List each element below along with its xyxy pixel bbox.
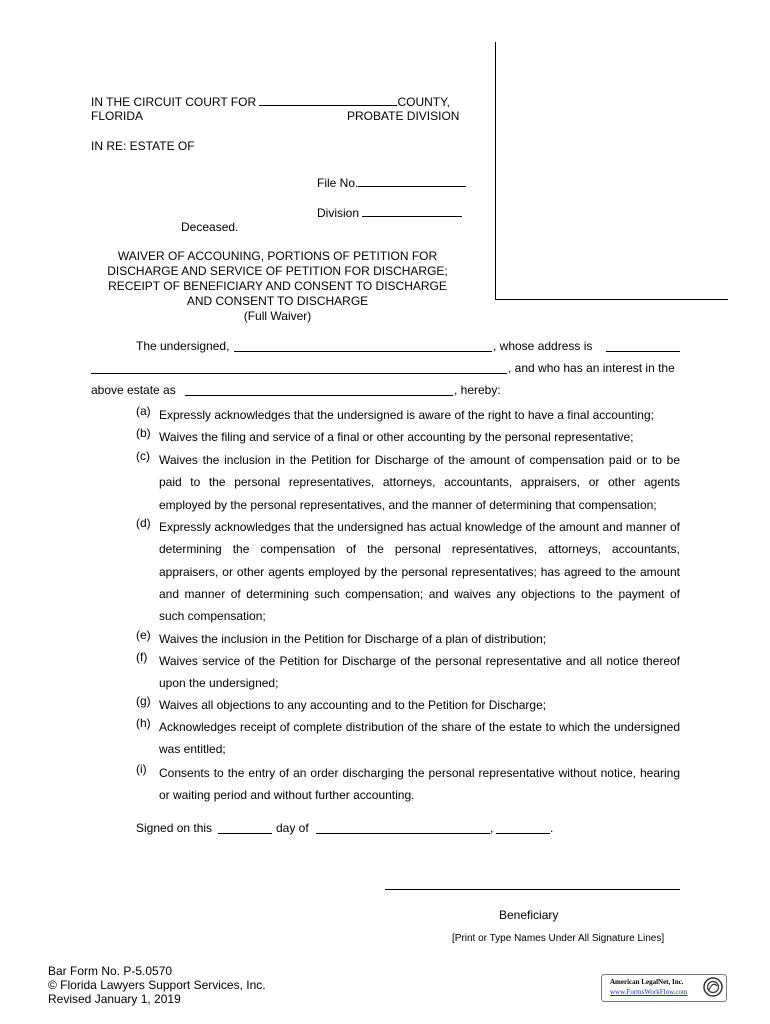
- item-text: Waives the filing and service of a final or other accounting by the personal representative;: [159, 430, 634, 444]
- intro-line-1: [91, 339, 680, 357]
- county-suffix: COUNTY,: [397, 95, 450, 109]
- division-field-label: Division: [317, 206, 360, 220]
- title-line-1: WAIVER OF ACCOUNING, PORTIONS OF PETITION FOR: [117, 249, 438, 263]
- intro-line-2: [91, 361, 680, 379]
- in-re-estate-of: IN RE: ESTATE OF: [91, 139, 195, 153]
- logo-url-link[interactable]: www.FormsWorkFlow.com: [610, 988, 688, 996]
- item-text: Waives all objections to any accounting and to the Petition for Discharge;: [159, 698, 547, 712]
- name-blank[interactable]: [234, 340, 492, 352]
- deceased-label: Deceased.: [181, 220, 239, 234]
- hereby-label: , hereby:: [454, 383, 501, 397]
- item-text: Expressly acknowledges that the undersigned is aware of the right to have a final accounting;: [159, 408, 654, 422]
- item-label: (f): [136, 650, 148, 664]
- item-text: Consents to the entry of an order discharging the personal representative without notice, hearing or waiting period and without further accounting.: [159, 766, 680, 803]
- item-text: Waives the inclusion in the Petition for Discharge of the amount of compensation paid or to be paid to the personal representatives, attorneys, accountants, appraisers, or other agents employed by the personal representatives, and the manner of determining that compensation;: [159, 453, 680, 512]
- item-label: (e): [136, 628, 151, 642]
- address-blank-2[interactable]: [91, 362, 507, 374]
- interest-label: , and who has an interest in the: [508, 361, 675, 375]
- undersigned-label: The undersigned,: [136, 339, 230, 353]
- bar-form-number: Bar Form No. P-5.0570: [48, 964, 173, 978]
- item-label: (c): [136, 449, 150, 463]
- form-footer: [48, 964, 266, 1006]
- item-label: (d): [136, 516, 151, 530]
- above-estate-label: above estate as: [91, 383, 176, 397]
- file-no-label: File No.: [317, 176, 359, 190]
- day-blank[interactable]: [218, 822, 272, 834]
- whose-address-label: , whose address is: [493, 339, 593, 353]
- signature-line[interactable]: [385, 889, 680, 890]
- intro-line-3: [91, 383, 680, 401]
- item-label: (a): [136, 404, 151, 418]
- state-label: FLORIDA: [91, 109, 144, 123]
- seal-icon: [703, 977, 723, 997]
- american-legalnet-logo: [601, 974, 727, 1002]
- interest-blank[interactable]: [185, 384, 453, 396]
- title-line-2: DISCHARGE AND SERVICE OF PETITION FOR DISCHARGE;: [107, 264, 448, 278]
- item-text: Acknowledges receipt of complete distribution of the share of the estate to which the undersigned was entitled;: [159, 720, 680, 757]
- file-no-blank[interactable]: [358, 175, 466, 187]
- item-text: Expressly acknowledges that the undersigned has actual knowledge of the amount and manner of determining the compensation of the personal representatives, attorneys, accountants, appraisers, or other agents employed by the personal representatives; has agreed to the amount and manner of determining such compensation; and waives any objections to the payment of such compensation;: [159, 520, 680, 624]
- title-line-4: AND CONSENT TO DISCHARGE: [186, 294, 369, 308]
- county-blank[interactable]: [259, 94, 397, 106]
- item-label: (i): [136, 762, 147, 776]
- division-line: [317, 205, 462, 220]
- title-line-5: (Full Waiver): [243, 309, 312, 323]
- file-no-line: [317, 175, 466, 190]
- signed-on-line: [136, 821, 566, 839]
- document-title: [95, 249, 460, 324]
- period-mark: .: [550, 821, 554, 835]
- year-blank[interactable]: [496, 822, 550, 834]
- title-line-3: RECEIPT OF BENEFICIARY AND CONSENT TO DISCHARGE: [108, 279, 447, 293]
- logo-name: American LegalNet, Inc.: [610, 978, 684, 986]
- comma-separator: ,: [490, 821, 494, 835]
- copyright-notice: © Florida Lawyers Support Services, Inc.: [48, 978, 266, 992]
- beneficiary-label: Beneficiary: [499, 908, 559, 922]
- item-text: Waives service of the Petition for Discharge of the personal representative and all notice thereof upon the undersigned;: [159, 654, 680, 691]
- item-label: (b): [136, 426, 151, 440]
- day-of-label: day of: [276, 821, 309, 835]
- address-blank-1[interactable]: [606, 340, 680, 352]
- item-text: Waives the inclusion in the Petition for Discharge of a plan of distribution;: [159, 632, 547, 646]
- item-label: (h): [136, 716, 151, 730]
- probate-division-label: PROBATE DIVISION: [347, 109, 460, 123]
- month-blank[interactable]: [316, 822, 490, 834]
- signature-instruction: [Print or Type Names Under All Signature Lines]: [452, 933, 665, 944]
- item-label: (g): [136, 694, 151, 708]
- signed-prefix: Signed on this: [136, 821, 213, 835]
- revision-date: Revised January 1, 2019: [48, 992, 181, 1006]
- court-prefix: IN THE CIRCUIT COURT FOR: [91, 95, 257, 109]
- clerk-box-horizontal-line: [495, 299, 728, 300]
- court-line: [91, 94, 450, 109]
- division-blank[interactable]: [362, 205, 462, 217]
- clerk-box-vertical-line: [495, 42, 496, 300]
